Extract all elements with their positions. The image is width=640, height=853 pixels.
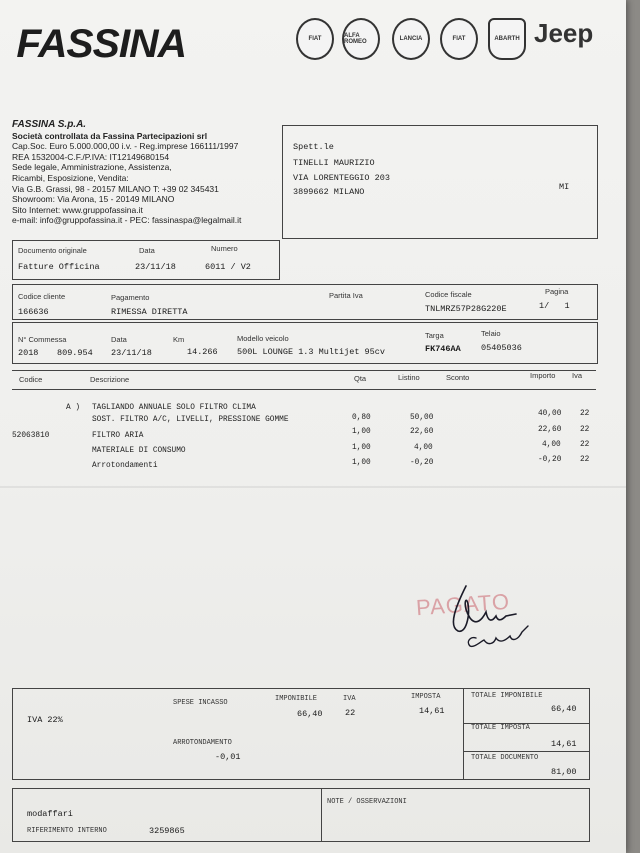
- company-line: Showroom: Via Arona, 15 - 20149 MILANO: [12, 194, 175, 205]
- document-box: [12, 240, 280, 280]
- recipient-name: TINELLI MAURIZIO: [293, 158, 375, 168]
- company-line: Cap.Soc. Euro 5.000.000,00 i.v. - Reg.imprese 166111/1997: [12, 141, 239, 152]
- model-value: 500L LOUNGE 1.3 Multijet 95cv: [237, 347, 385, 357]
- page-label: Pagina: [545, 287, 569, 296]
- item-vat: 22: [580, 426, 590, 434]
- jeep-logo: Jeep: [534, 18, 594, 48]
- item-list: 50,00: [410, 414, 434, 422]
- recipient-province: MI: [559, 182, 570, 192]
- km-value: 14.266: [187, 347, 218, 357]
- totals-box: [12, 688, 590, 780]
- fees-label: SPESE INCASSO: [173, 699, 228, 707]
- plate-value: FK746AA: [425, 344, 461, 354]
- taxable-label: IMPONIBILE: [275, 695, 318, 703]
- vat-rate: IVA 22%: [27, 715, 63, 725]
- internal-ref-label: RIFERIMENTO INTERNO: [27, 827, 107, 835]
- lancia-logo: LANCIA: [392, 18, 430, 60]
- vehicle-date-label: Data: [111, 335, 127, 344]
- order-label: N° Commessa: [18, 335, 67, 344]
- payment-label: Pagamento: [111, 293, 150, 302]
- item-vat: 22: [580, 456, 590, 464]
- col-discount: Sconto: [446, 373, 470, 382]
- model-label: Modello veicolo: [237, 334, 289, 343]
- vat-value: 22: [345, 708, 356, 718]
- company-line: Sito Internet: www.gruppofassina.it: [12, 204, 143, 215]
- vat-label: IVA: [343, 695, 356, 703]
- km-label: Km: [173, 335, 185, 344]
- order-value: 809.954: [57, 348, 93, 358]
- order-year: 2018: [18, 348, 39, 358]
- chassis-value: 05405036: [481, 343, 522, 353]
- vehicle-date-value: 23/11/18: [111, 348, 152, 358]
- item-desc: Arrotondamenti: [92, 462, 158, 470]
- table-row: [0, 441, 626, 459]
- paper-fold: [0, 486, 626, 488]
- item-desc: MATERIALE DI CONSUMO: [92, 447, 186, 455]
- item-code: 52063810: [12, 432, 50, 440]
- item-amount: 40,00: [538, 410, 562, 418]
- col-qty: Qta: [354, 374, 367, 383]
- vat-number-label: Partita Iva: [329, 291, 363, 300]
- company-info: [12, 120, 282, 226]
- item-amount: 4,00: [542, 441, 561, 449]
- company-line: REA 1532004-C.F./P.IVA: IT12149680154: [12, 151, 170, 162]
- item-qty: 0,80: [352, 414, 371, 422]
- client-box: [12, 284, 598, 320]
- recipient-box: [282, 125, 598, 239]
- col-amount: Importo: [530, 371, 556, 380]
- tax-value: 14,61: [419, 706, 445, 716]
- item-desc: TAGLIANDO ANNUALE SOLO FILTRO CLIMA: [92, 404, 256, 412]
- total-tax-value: 14,61: [551, 739, 577, 749]
- fiscal-code-label: Codice fiscale: [425, 290, 472, 299]
- taxable-value: 66,40: [297, 709, 323, 719]
- alfa-romeo-logo: ALFA ROMEO: [342, 18, 380, 60]
- page-value: 1/ 1: [539, 301, 570, 311]
- plate-label: Targa: [425, 331, 444, 340]
- doc-number-label: Numero: [211, 244, 238, 253]
- item-qty: 1,00: [352, 444, 371, 452]
- company-line: Ricambi, Esposizione, Vendita:: [12, 172, 129, 183]
- company-line: e-mail: info@gruppofassina.it - PEC: fassinaspa@legalmail.it: [12, 215, 242, 226]
- col-code: Codice: [19, 375, 43, 384]
- company-subtitle: Società controllata da Fassina Partecipazioni srl: [12, 130, 208, 141]
- item-list: 4,00: [414, 444, 433, 452]
- item-vat: 22: [580, 441, 590, 449]
- table-row: [0, 456, 626, 474]
- doc-number-value: 6011 / V2: [205, 262, 251, 272]
- item-qty: 1,00: [352, 428, 371, 436]
- total-taxable-value: 66,40: [551, 704, 577, 714]
- table-row: [0, 404, 626, 416]
- section-marker: A ): [66, 404, 81, 412]
- rounding-label: ARROTONDAMENTO: [173, 739, 232, 747]
- brand-logo: FASSINA: [16, 22, 187, 66]
- vehicle-box: [12, 322, 598, 364]
- client-code-value: 166636: [18, 307, 49, 317]
- payment-value: RIMESSA DIRETTA: [111, 307, 188, 317]
- item-desc: SOST. FILTRO A/C, LIVELLI, PRESSIONE GOMME: [92, 416, 289, 424]
- total-taxable-label: TOTALE IMPONIBILE: [471, 692, 543, 700]
- total-document-value: 81,00: [551, 767, 577, 777]
- signature-image: [436, 576, 546, 656]
- operator-name: modaffari: [27, 809, 73, 819]
- internal-ref-value: 3259865: [149, 826, 185, 836]
- notes-box: [12, 788, 590, 842]
- company-name: FASSINA S.p.A.: [12, 119, 87, 130]
- total-document-label: TOTALE DOCUMENTO: [471, 754, 539, 762]
- table-row: [0, 426, 626, 444]
- chassis-label: Telaio: [481, 329, 501, 338]
- item-qty: 1,00: [352, 459, 371, 467]
- doc-orig-value: Fatture Officina: [18, 262, 100, 272]
- item-desc: FILTRO ARIA: [92, 432, 144, 440]
- notes-label: NOTE / OSSERVAZIONI: [327, 798, 407, 806]
- col-vat: Iva: [572, 371, 583, 380]
- abarth-logo: ABARTH: [488, 18, 526, 60]
- recipient-city: 3899662 MILANO: [293, 187, 365, 197]
- notes-divider: [321, 789, 322, 841]
- col-list: Listino: [398, 373, 420, 382]
- doc-orig-label: Documento originale: [18, 246, 87, 255]
- totals-divider: [463, 751, 589, 752]
- item-list: 22,60: [410, 428, 434, 436]
- company-line: Sede legale, Amministrazione, Assistenza,: [12, 162, 172, 173]
- col-description: Descrizione: [90, 375, 130, 384]
- fiat-professional-logo: FIAT: [440, 18, 478, 60]
- totals-divider: [463, 689, 464, 779]
- fiat-logo: FIAT: [296, 18, 334, 60]
- total-tax-label: TOTALE IMPOSTA: [471, 724, 530, 732]
- items-table-header: [12, 370, 596, 390]
- company-line: Via G.B. Grassi, 98 - 20157 MILANO T: +39 02 345431: [12, 183, 219, 194]
- paid-stamp: PAGATO: [415, 588, 511, 621]
- tax-label: IMPOSTA: [411, 693, 441, 701]
- item-amount: -0,20: [538, 456, 562, 464]
- item-list: -0,20: [410, 459, 434, 467]
- doc-date-value: 23/11/18: [135, 262, 176, 272]
- client-code-label: Codice cliente: [18, 292, 66, 301]
- table-row: [0, 410, 626, 428]
- item-amount: 22,60: [538, 426, 562, 434]
- rounding-value: -0,01: [215, 752, 241, 762]
- recipient-label: Spett.le: [293, 142, 334, 152]
- recipient-street: VIA LORENTEGGIO 203: [293, 173, 390, 183]
- fiscal-code-value: TNLMRZ57P28G220E: [425, 304, 507, 314]
- doc-date-label: Data: [139, 246, 155, 255]
- item-vat: 22: [580, 410, 590, 418]
